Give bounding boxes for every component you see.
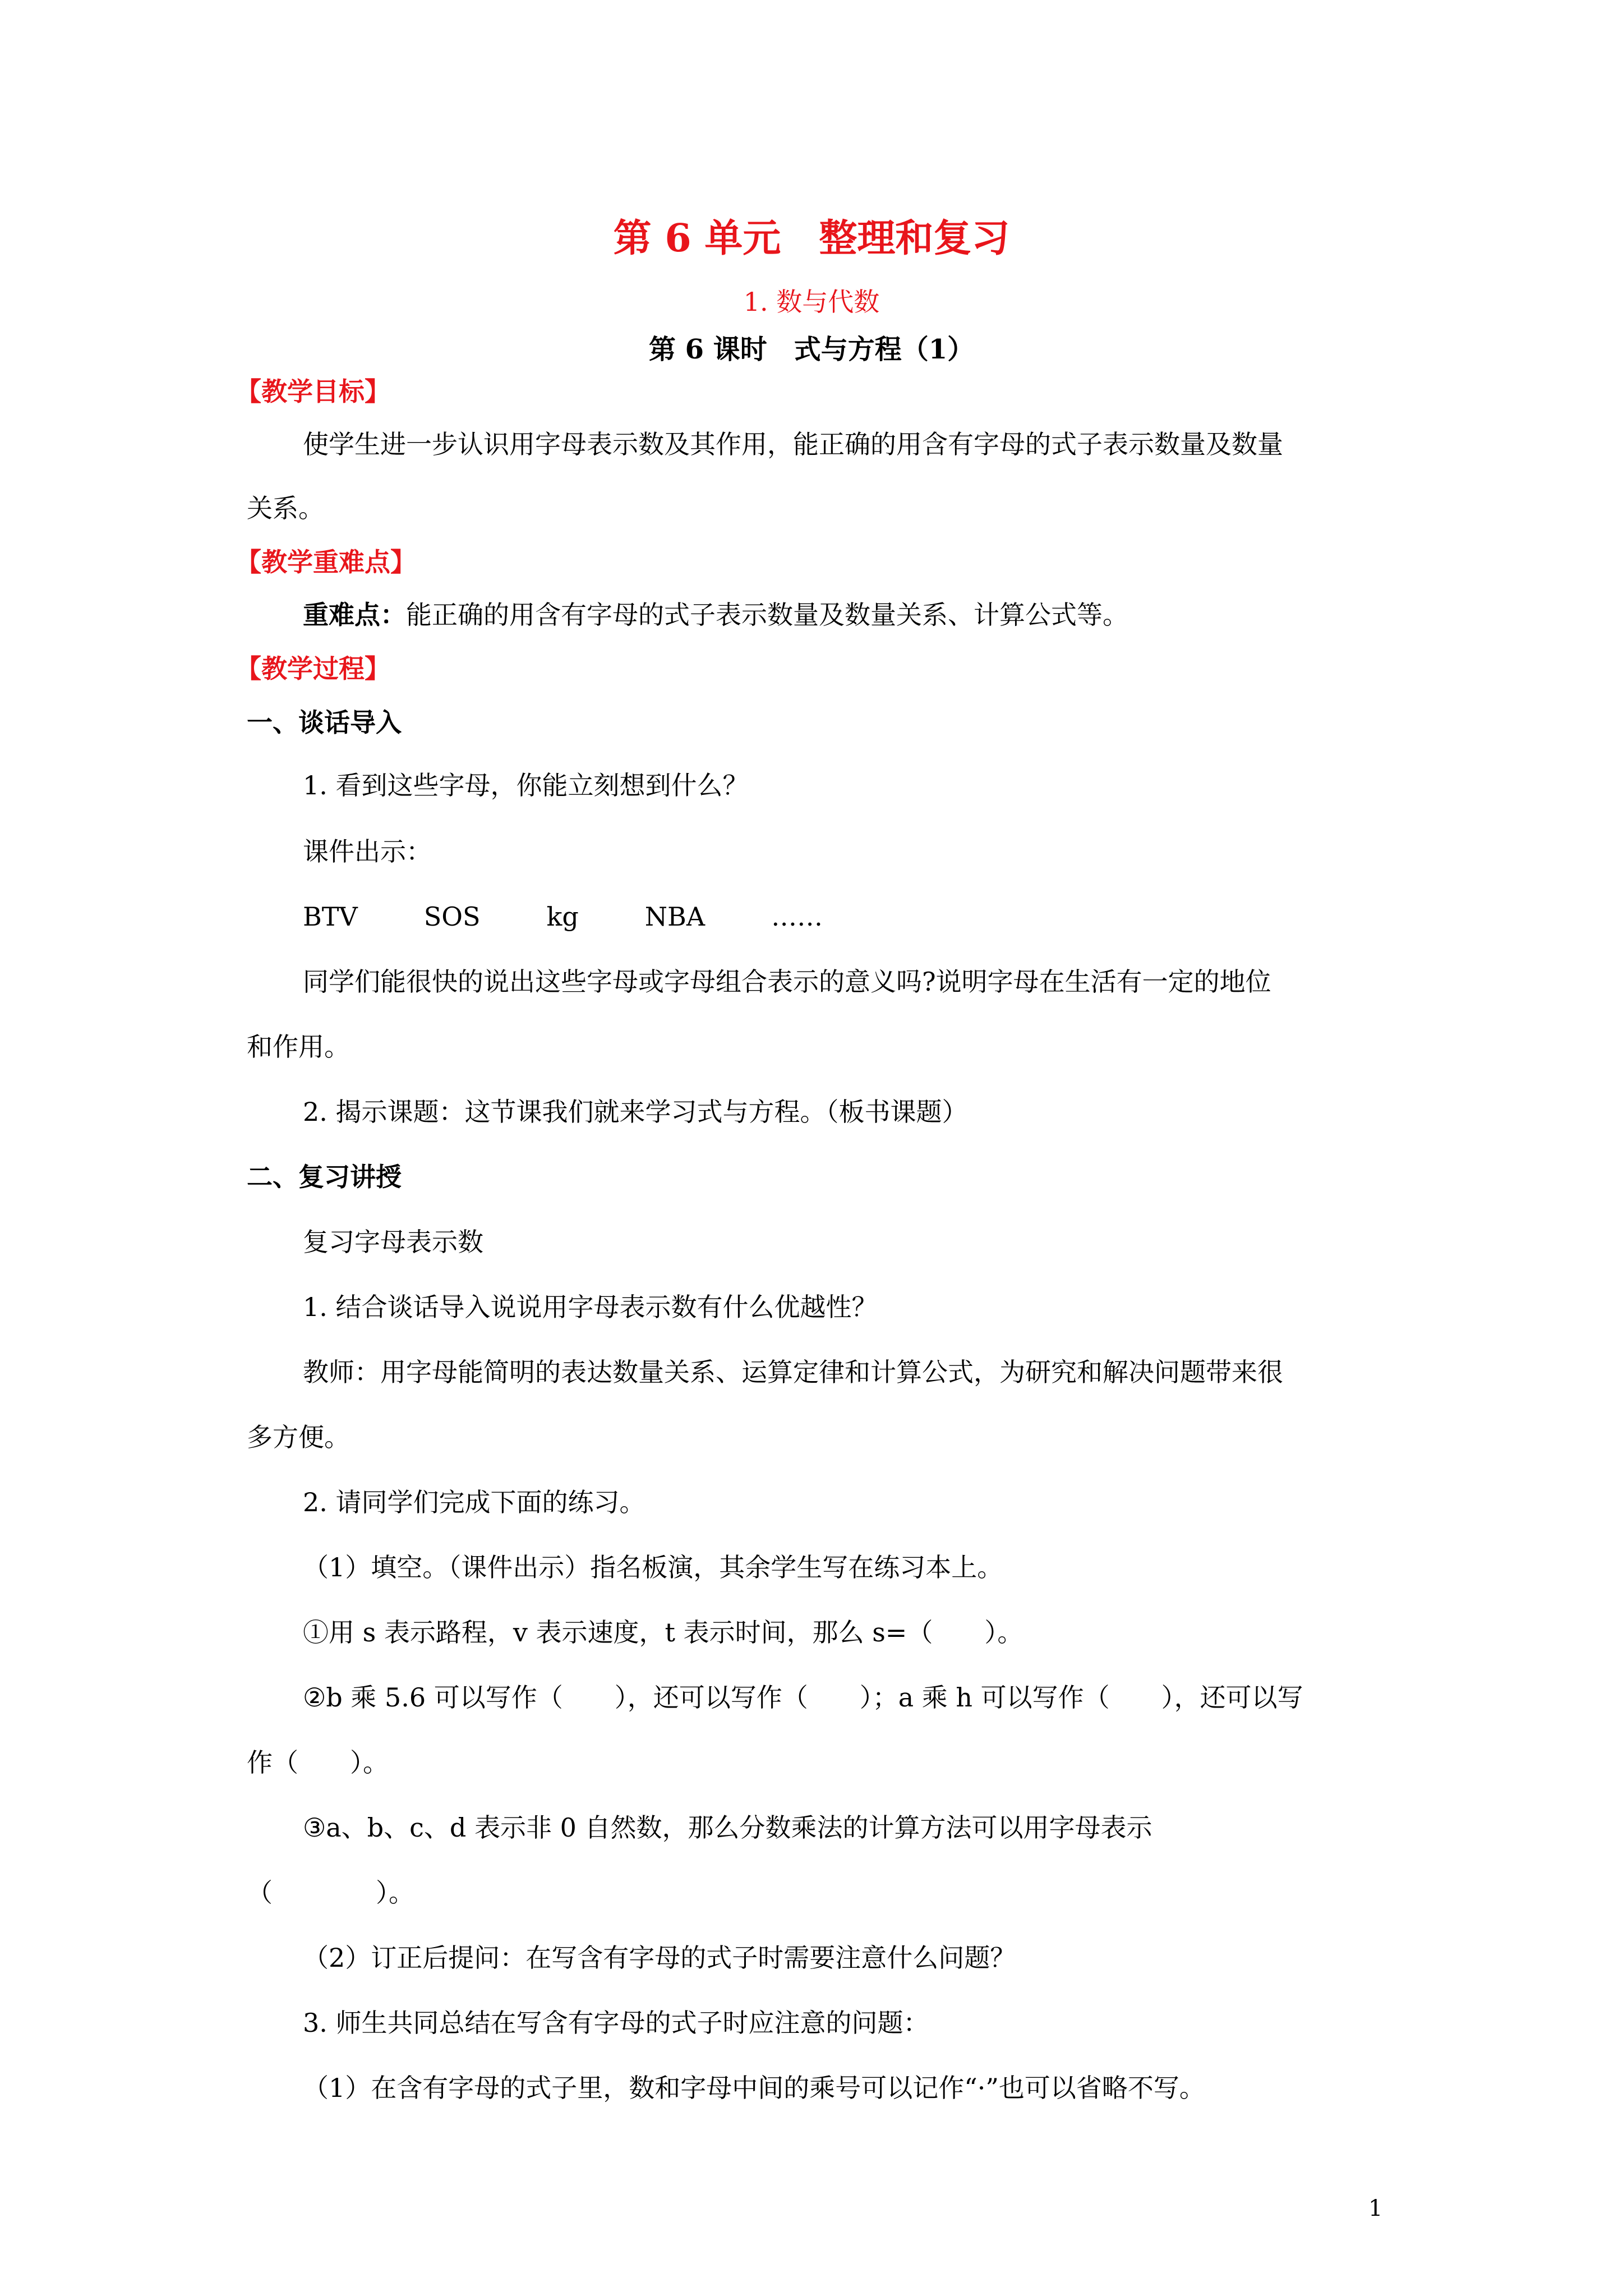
key-points-heading: 【教学重难点】 [236,547,416,577]
exercise2: （2）订正后提问：在写含有字母的式子时需要注意什么问题？ [303,1943,1016,1973]
letter-nba: NBA [644,901,706,932]
goals-heading: 【教学目标】 [236,376,390,407]
lesson-title: 第 6 课时 式与方程（1） [648,334,975,365]
section2-question1: 1. 结合谈话导入说说用字母表示数有什么优越性？ [303,1292,878,1322]
letter-ellipsis: …… [771,901,823,932]
exercise-item2-line1: ②b 乘 5.6 可以写作（ ），还可以写作（ ）；a 乘 h 可以写作（ ），还可以写 [303,1682,1303,1713]
exercise-item1: ①用 s 表示路程，v 表示速度，t 表示时间，那么 s=（ ）。 [303,1617,1023,1648]
goals-text-line2: 关系。 [247,493,324,523]
key-points-text: 能正确的用含有字母的式子表示数量及数量关系、计算公式等。 [406,600,1128,630]
exercise-item2-line2: 作（ ）。 [247,1747,389,1778]
section1-para-line1: 同学们能很快的说出这些字母或字母组合表示的意义吗?说明字母在生活有一定的地位 [303,967,1271,997]
section1-para-line2: 和作用。 [247,1032,350,1062]
key-points-label: 重难点： [303,600,406,630]
section2-question2: 2. 请同学们完成下面的练习。 [303,1487,645,1517]
unit-title: 第 6 单元 整理和复习 [613,216,1010,261]
section2-sub: 复习字母表示数 [303,1227,483,1257]
section1-heading: 一、谈话导入 [247,707,402,738]
teacher-line1: 教师：用字母能简明的表达数量关系、运算定律和计算公式，为研究和解决问题带来很 [303,1357,1283,1387]
letter-sos: SOS [423,901,481,932]
goals-text-line1: 使学生进一步认识用字母表示数及其作用，能正确的用含有字母的式子表示数量及数量 [303,429,1283,459]
exercise-item3-line1: ③a、b、c、d 表示非 0 自然数，那么分数乘法的计算方法可以用字母表示 [303,1812,1152,1843]
key-points-line [303,598,1128,632]
section2-heading: 二、复习讲授 [247,1162,402,1192]
rule1: （1）在含有字母的式子里，数和字母中间的乘号可以记作“·”也可以省略不写。 [303,2073,1205,2103]
section1-question2: 2. 揭示课题：这节课我们就来学习式与方程。（板书课题） [303,1097,968,1127]
letter-btv: BTV [303,901,358,932]
letter-kg: kg [546,901,579,932]
page-number: 1 [1368,2196,1383,2221]
letters-row [303,900,889,933]
exercise-item3-line2: （ ）。 [247,1878,414,1908]
section-subtitle: 1. 数与代数 [743,287,880,317]
exercise1: （1）填空。（课件出示）指名板演，其余学生写在练习本上。 [303,1552,1003,1582]
section2-question3: 3. 师生共同总结在写含有字母的式子时应注意的问题： [303,2008,929,2038]
courseware-show: 课件出示： [303,836,432,867]
process-heading: 【教学过程】 [236,654,390,684]
section1-question1: 1. 看到这些字母，你能立刻想到什么？ [303,770,749,800]
teacher-line2: 多方便。 [247,1422,350,1452]
